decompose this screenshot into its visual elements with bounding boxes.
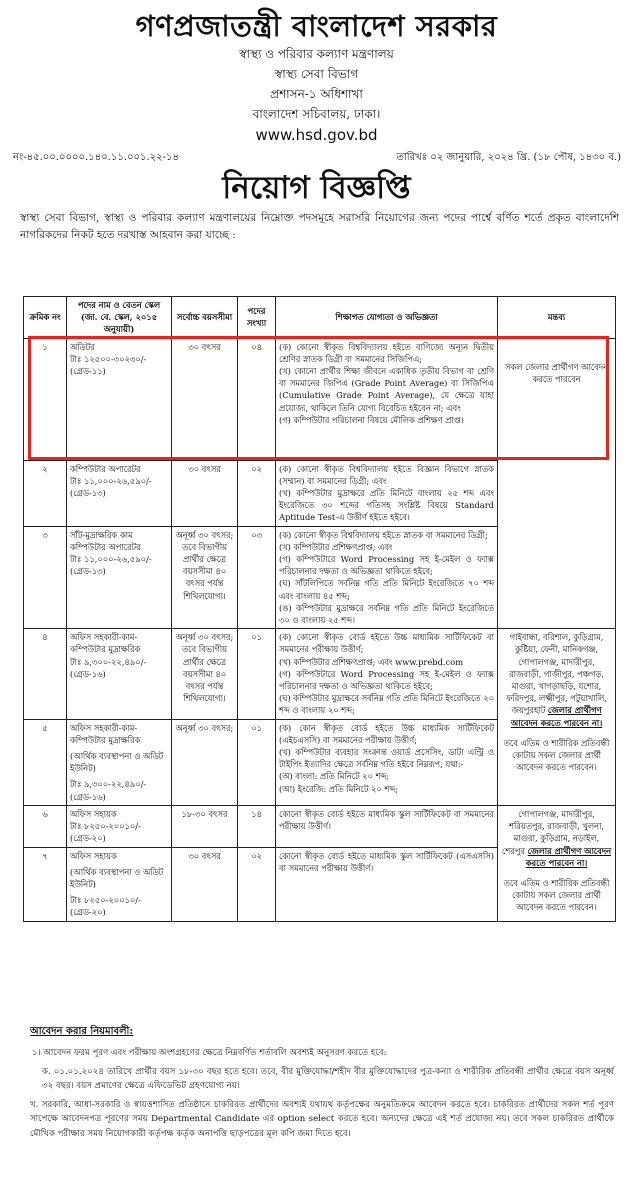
cell-remarks	[498, 629, 616, 806]
pay-scale: টাঃ ৯,৩০০-২২,৪৯০/-	[70, 656, 147, 667]
header-post: পদের নাম ও বেতন স্কেল (জা. বে. স্কেল, ২০১৫ অনুযায়ী)	[67, 297, 172, 339]
cell-count: ০২	[238, 460, 276, 526]
cell-count: ১৪	[238, 805, 276, 847]
cell-age: অনূর্ধ্ব ৩০ বৎসর;	[172, 719, 238, 805]
post-name: কম্পিউটার অপারেটর	[70, 463, 141, 474]
cell-serial: ২	[24, 460, 67, 526]
post-name: সাঁট-মুদ্রাক্ষরিক কাম কম্পিউটার অপারেটর	[70, 529, 141, 552]
unit-name: (আর্থিক ব্যবস্থাপনা ও অডিট ইউনিট)	[70, 751, 164, 774]
table-row	[24, 629, 616, 719]
post-name: অফিস সহায়ক	[70, 808, 117, 819]
memo-date: তারিখঃ ০২ জানুয়ারি, ২০২৪ খ্রি. (১৮ পৌষ, ১৪৩০ ব.)	[396, 152, 621, 163]
cell-qualification	[276, 847, 498, 921]
qualification-item: (গ) কম্পিউটারে Word Processing সহ ই-মেইল ও ফ্যাক্স পরিচালনার দক্ষতা ও অভিজ্ঞতা থাকিতে হইবে;	[279, 554, 494, 577]
rule-item: ১। আবেদন ফরম পূরণ এবং পরীক্ষায় অংশগ্রহণের ক্ষেত্রে নিম্নবর্ণিত শর্তাবলি অবশ্যই অনুসরণ করতে হবে:	[32, 1048, 387, 1058]
header-remarks: মন্তব্য	[498, 297, 616, 339]
qualification-item: (ক) কোনো স্বীকৃত বোর্ড হইতে উচ্চ মাধ্যমিক সার্টিফিকেট বা সমমানের পরীক্ষায় উত্তীর্ণ;	[279, 632, 494, 655]
qualification-item: (ক) কোনো স্বীকৃত বিশ্ববিদ্যালয় হইতে স্নাতক বা সমমানের ডিগ্রী;	[279, 529, 488, 540]
quota-exception-note: তবে এতিম ও শারীরিক প্রতিবন্ধী কোটায় সকল জেলার প্রার্থী আবেদন করতে পারবেন।	[503, 877, 610, 913]
letterhead	[0, 8, 633, 146]
quota-exception-note: তবে এতিম ও শারীরিক প্রতিবন্ধী কোটায় সকল জেলার প্রার্থী আবেদন করতে পারবেন।	[503, 737, 610, 773]
vacancy-table	[23, 296, 616, 922]
qualification-item: (খ) কম্পিউটার ব্যবহার সংক্রান্ত ওয়ার্ড প্রসেসিং, ডাটা এন্ট্রি ও টাইপিং ইত্যাদির ক্ষেত্রে সর্বনিম্ন গতি হইবে নিম্নরূপ, যথা:-	[279, 747, 494, 770]
qualification-item: (ক) কোনো স্বীকৃত বিশ্ববিদ্যালয় হইতে বিজ্ঞান বিভাগে স্নাতক (সম্মান) বা সমমানের ডিগ্রী; এবং	[279, 463, 494, 486]
cell-count: ০৩	[238, 526, 276, 629]
office-address: বাংলাদেশ সচিবালয়, ঢাকা।	[252, 107, 381, 121]
cell-age: ১৮-৩০ বৎসর	[172, 805, 238, 847]
cell-count: ০২	[238, 847, 276, 921]
reference-row	[0, 148, 633, 166]
pay-scale: টাঃ ১১,০০০-২৬,৫৯০/-	[70, 554, 152, 565]
excluded-districts-note: জেলার প্রার্থীগণ আবেদন করতে পারবেন না।	[525, 845, 612, 868]
website-link[interactable]: www.hsd.gov.bd	[255, 126, 378, 144]
grade: (গ্রেড-১৩)	[70, 488, 106, 499]
cell-count: ০১	[238, 719, 276, 805]
cell-count: ০১	[238, 629, 276, 719]
cell-qualification	[276, 460, 498, 526]
cell-age: ৩০ বৎসর	[172, 338, 238, 460]
qualification-item: (খ) কোনো প্রার্থীর শিক্ষা জীবনে একাধিক তৃতীয় বিভাগ বা শ্রেণি বা সমমানের জিপিএ (Grade Point Average) বা সিজিপিএ (Cumulative Grade Point Average), যে ক্ষেত্রে যাহা প্রযোজ্য, থাকিলে তিনি যোগ্য বিবেচিত হইবেন না; এবং	[279, 366, 494, 413]
pay-scale: টাঃ ৮২৫০-২০০১০/-	[70, 821, 141, 832]
grade: (গ্রেড-২০)	[70, 907, 106, 918]
branch-name: প্রশাসন-১ অধিশাখা	[270, 87, 363, 101]
grade: (গ্রেড-১৬)	[70, 668, 106, 679]
cell-age: ৩০ বৎসর	[172, 460, 238, 526]
cell-serial: ৫	[24, 719, 67, 805]
grade: (গ্রেড-১৩)	[70, 566, 106, 577]
header-count: পদের সংখ্যা	[238, 297, 276, 339]
post-name: অডিটর	[70, 341, 95, 352]
ministry-name: স্বাস্থ্য ও পরিবার কল্যাণ মন্ত্রণালয়	[239, 47, 394, 61]
pay-scale: টাঃ ৮২৫০-২০০১০/-	[70, 895, 141, 906]
cell-serial: ১	[24, 338, 67, 460]
cell-serial: ৬	[24, 805, 67, 847]
excluded-districts-note: জেলার প্রার্থীগণ আবেদন করতে পারবেন না।	[510, 705, 603, 728]
grade: (গ্রেড-২০)	[70, 833, 106, 844]
cell-post	[67, 629, 172, 719]
table-row	[24, 805, 616, 847]
rule-item: ক. ০১.০১.২০২৪ তারিখে প্রার্থীর বয়স ১৮-৩০ বছর হতে হবে। তবে, বীর মুক্তিযোদ্ধা/শহীদ বীর মুক্তিযোদ্ধাদের পুত্র-কন্যা ও শারীরিক প্রতিবন্ধী প্রার্থীর ক্ষেত্রে বয়স অনূর্ধ্ব ৩২ বছর। বয়স প্রমাণের ক্ষেত্রে এফিডেভিট গ্রহণযোগ্য নয়।	[42, 1066, 614, 1091]
excluded-districts: গোপালগঞ্জ, মাদারীপুর, শরিয়তপুর, রাজবাড়ী, খুলনা, মাগুরা, কুড়িগ্রাম, নড়াইল, শেরপুর	[501, 808, 605, 856]
cell-post	[67, 526, 172, 629]
cell-qualification	[276, 338, 498, 460]
division-name: স্বাস্থ্য সেবা বিভাগ	[274, 67, 359, 81]
qualification-item: (আ) ইংরেজি: প্রতি মিনিটে ২০ শব্দ;	[279, 783, 398, 794]
qualification-item: (অ) বাংলা: প্রতি মিনিটে ২০ শব্দ;	[279, 771, 390, 782]
cell-serial: ৭	[24, 847, 67, 921]
grade: (গ্রেড-১১)	[70, 366, 106, 377]
pay-scale: টাঃ ১২৫০০-৩০২৩০/-	[70, 353, 147, 364]
cell-serial: ৩	[24, 526, 67, 629]
notice-title: নিয়োগ বিজ্ঞপ্তি	[222, 170, 411, 206]
cell-serial: ৪	[24, 629, 67, 719]
table-row	[24, 338, 616, 460]
intro-paragraph: স্বাস্থ্য সেবা বিভাগ, স্বাস্থ্য ও পরিবার কল্যাণ মন্ত্রণালয়ের নিম্নোক্ত পদসমূহে সরাসরি নিয়োগের জন্য পদের পার্শ্বে বর্ণিত শর্তে প্রকৃত বাংলাদেশি নাগরিকদের নিকট হতে দরখাস্ত আহবান করা যাচ্ছে :	[20, 212, 619, 241]
cell-qualification	[276, 805, 498, 847]
cell-age: অনূর্ধ্ব ৩০ বৎসর; তবে বিভাগীয় প্রার্থীর ক্ষেত্রে বয়সসীমা ৪০ বৎসর পর্যন্ত শিথিলযোগ্য।	[172, 629, 238, 719]
cell-remarks	[498, 338, 616, 629]
post-name: অফিস সহকারী-কাম-কম্পিউটার মুদ্রাক্ষরিক	[70, 632, 141, 655]
table-header-row	[24, 297, 616, 339]
cell-post	[67, 719, 172, 805]
header-age: সর্বোচ্চ বয়সসীমা	[172, 297, 238, 339]
qualification-item: (ঘ) কম্পিউটার মুদ্রাক্ষরে সর্বনিম্ন গতি প্রতি মিনিটে ইংরেজিতে ২০ শব্দ ও বাংলায় ২০ শব্দ;	[279, 693, 494, 716]
pay-scale: টাঃ ১১,০০০-২৬,৫৯০/-	[70, 475, 152, 486]
cell-qualification	[276, 719, 498, 805]
header-serial: ক্রমিক নং	[24, 297, 67, 339]
cell-post	[67, 460, 172, 526]
qualification-item: কোনো স্বীকৃত বোর্ড হইতে মাধ্যমিক স্কুল সার্টিফিকেট বা সমমানের পরীক্ষায় উত্তীর্ণ।	[279, 808, 494, 832]
memo-number: নং-৪৫.০০.০০০০.১৪০.১১.০০১.২২-১৪	[13, 152, 180, 163]
cell-age: অনূর্ধ্ব ৩০ বৎসর; তবে বিভাগীয় প্রার্থীর ক্ষেত্রে বয়সসীমা ৪০ বৎসর পর্যন্ত শিথিলযোগ্য।	[172, 526, 238, 629]
qualification-item: (খ) কম্পিউটার প্রশিক্ষণপ্রাপ্ত; এবং	[279, 541, 393, 552]
post-name: অফিস সহায়ক	[70, 850, 117, 861]
qualification-item: (ক) কোনো স্বীকৃত বিশ্ববিদ্যালয় হইতে বাণিজ্যে অন্যূন দ্বিতীয় শ্রেণির স্নাতক ডিগ্রী বা সমমানের সিজিপিএ;	[279, 341, 494, 364]
pay-scale: টাঃ ৯,৩০০-২২,৪৯০/-	[70, 779, 147, 790]
post-name: অফিস সহকারী-কাম-কম্পিউটার মুদ্রাক্ষরিক	[70, 722, 141, 745]
header-qualification: শিক্ষাগত যোগ্যতা ও অভিজ্ঞতা	[276, 297, 498, 339]
qualification-item: কোনো স্বীকৃত বোর্ড হইতে মাধ্যমিক স্কুল সার্টিফিকেট (এসএসসি) বা সমমানের পরীক্ষায় উত্তীর্ণ।	[279, 850, 494, 873]
cell-age: ৩০ বৎসর	[172, 847, 238, 921]
excluded-districts: গাইবান্ধা, বরিশাল, কুড়িগ্রাম, কুষ্টিয়া, ফেনী, মানিকগঞ্জ, গোপালগঞ্জ, মাদারীপুর, রাজবাড়ী, গাজীপুর, পঞ্চগড়, মাগুরা, খাগড়াছড়ি, যশোর, ফরিদপুর, লক্ষ্মীপুর, পটুয়াখালি, জয়পুরহাট	[506, 632, 607, 716]
remarks-all-districts: সকল জেলার প্রার্থীগণ আবেদন করতে পারবেন	[504, 361, 609, 384]
cell-count: ০৪	[238, 338, 276, 460]
cell-remarks	[498, 805, 616, 921]
unit-name: (আর্থিক ব্যবস্থাপনা ও অডিট ইউনিট)	[70, 866, 164, 889]
qualification-item: (খ) কম্পিউটার প্রশিক্ষণপ্রাপ্ত; এবং www.prebd.com	[279, 656, 464, 667]
rule-item: খ. সরকারি, আধা-সরকারি ও স্বায়ত্তশাসিত প্রতিষ্ঠানে চাকরিরত প্রার্থীদের অবশ্যই যথাযথ কর্তৃপক্ষের অনুমতিক্রমে আবেদন করতে হবে। চাকরিরত প্রার্থীদের সকল শর্ত পূরণ সাপেক্ষে আবেদনপত্র পূরণের সময় Departmental Candidate এর option select করতে হবে। অন্যদের ক্ষেত্রে এই শর্ত প্রযোজ্য নয়। তবে সকল চাকরিরত প্রার্থীকে মৌখিক পরীক্ষার সময় নিয়োগকারী কর্তৃপক্ষ কর্তৃক অনাপত্তি ছাড়পত্রের মূল কপি জমা দিতে হবে।	[30, 1099, 614, 1139]
cell-qualification	[276, 526, 498, 629]
cell-qualification	[276, 629, 498, 719]
qualification-item: (গ) কম্পিউটার পরিচালনা বিষয়ে মৌলিক প্রশিক্ষণ প্রাপ্ত।	[279, 414, 464, 425]
qualification-item: (ঙ) কম্পিউটার মুদ্রাক্ষরে সর্বনিম্ন গতি প্রতি মিনিটে ইংরেজিতে ৩০ ও বাংলায় ২৫ শব্দ।	[279, 602, 494, 626]
application-rules-title: আবেদন করার নিয়মাবলী:	[30, 1026, 134, 1037]
qualification-item: (গ) কম্পিউটারে Word Processing সহ ই-মেইল ও ফ্যাক্স পরিচালনার দক্ষতা ও অভিজ্ঞতা থাকিতে হইবে;	[279, 668, 494, 692]
application-rules	[30, 1046, 614, 1145]
qualification-item: (ক) কোন স্বীকৃত বোর্ড হইতে উচ্চ মাধ্যমিক সার্টিফিকেট (এইচএসসি) বা সমমানের পরীক্ষায় উত্তীর্ণ;	[279, 722, 494, 745]
government-title: গণপ্রজাতন্ত্রী বাংলাদেশ সরকার	[135, 9, 498, 43]
cell-post	[67, 338, 172, 460]
cell-post	[67, 847, 172, 921]
qualification-item: (ঘ) সাঁটলিপিতে সর্বনিম্ন গতি প্রতি মিনিটে ইংরেজিতে ৭০ শব্দ এবং বাংলায় ৪৫ শব্দ;	[279, 578, 494, 601]
grade: (গ্রেড-১৬)	[70, 791, 106, 802]
qualification-item: (খ) কম্পিউটার মুদ্রাক্ষরে প্রতি মিনিটে বাংলায় ২৫ শব্দ এবং ইংরেজিতে ৩০ শব্দের গতিসহ সংশ্লিষ্ট বিষয়ে Standard Aptitude Test-এ উত্তীর্ণ হইতে হইবে।	[279, 488, 494, 523]
cell-post	[67, 805, 172, 847]
